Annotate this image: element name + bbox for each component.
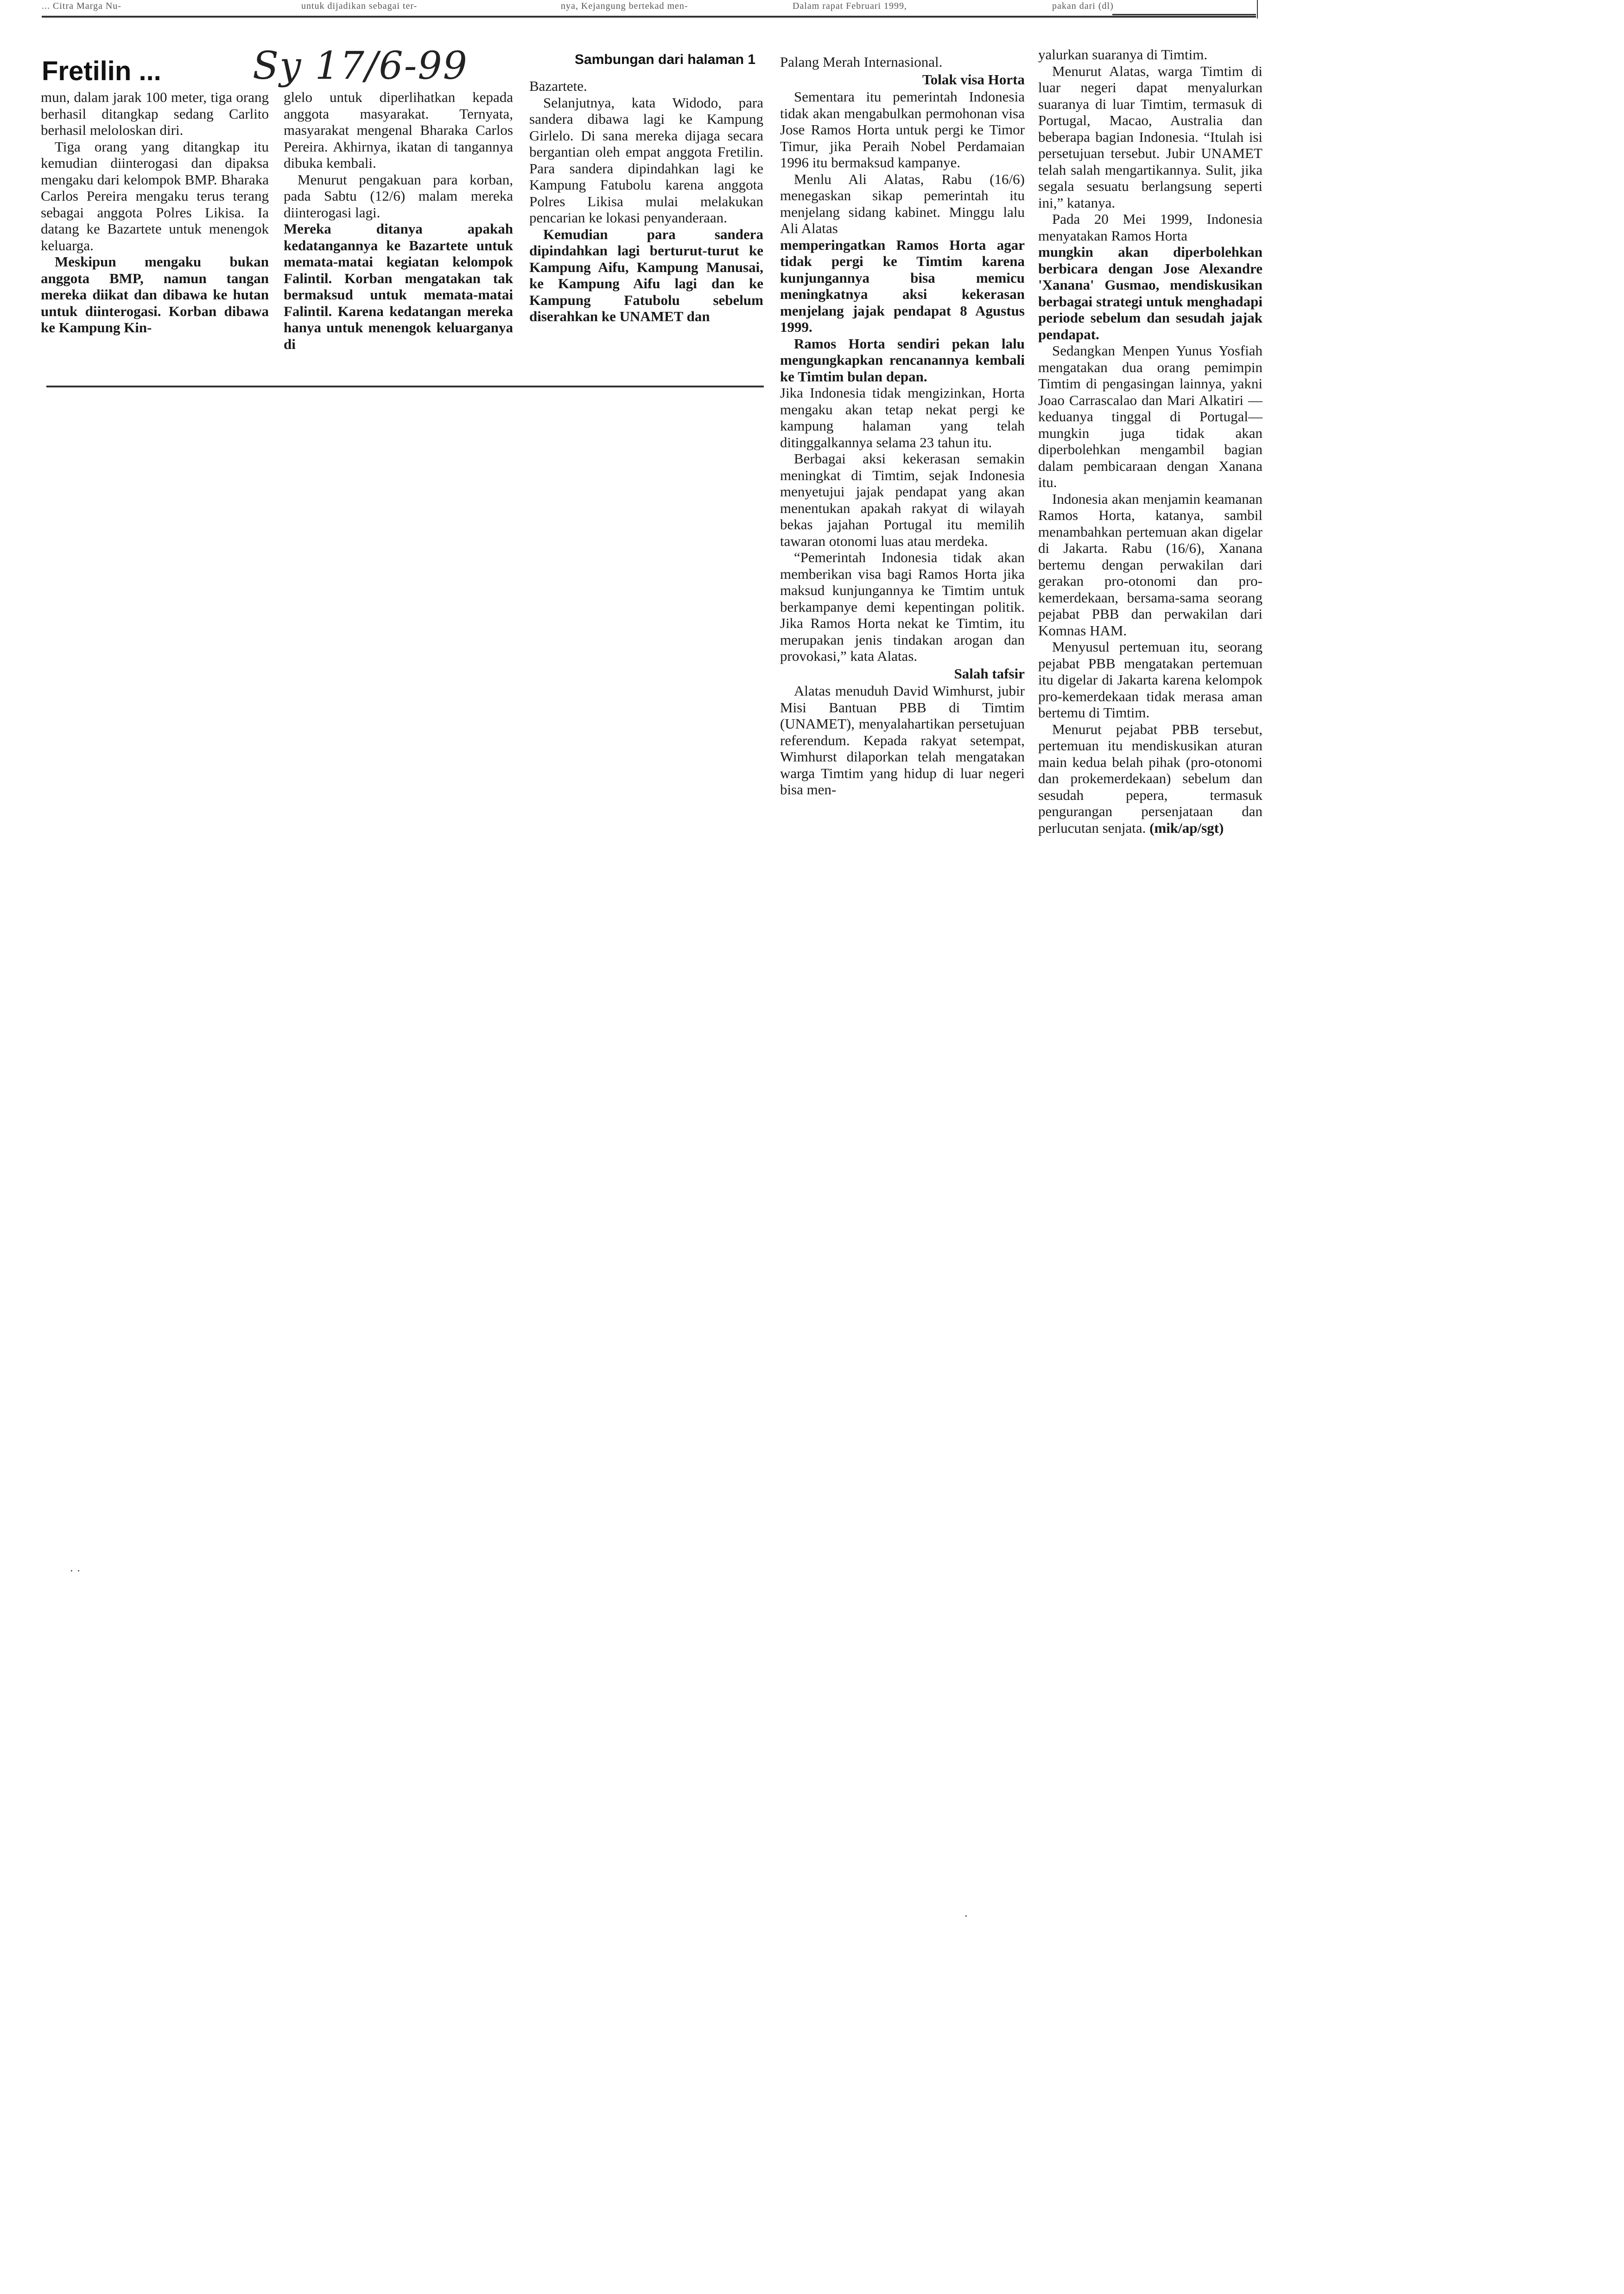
paragraph: [1038, 721, 1262, 836]
bold-text: Ramos Horta sendiri pekan lalu mengungkapkan rencanannya kembali ke Timtim bulan depan.: [780, 335, 1025, 385]
paragraph: [780, 237, 1025, 336]
bold-text: Mereka ditanya apakah kedatangannya ke Bazartete untuk memata-matai kegiatan kelompok Falintil. Korban mengatakan tak bermaksud untuk memata-matai Falintil. Karena kedatangan mereka hanya untuk menengok keluarganya di: [284, 221, 513, 352]
article-column-4: [780, 54, 1025, 798]
paragraph: [780, 336, 1025, 385]
article-column-2: [284, 89, 513, 352]
paragraph: Palang Merah Internasional.: [780, 54, 943, 70]
paragraph: Menlu Ali Alatas, Rabu (16/6) menegaskan sikap pemerintah itu menjelang sidang kabinet. Minggu lalu Ali Alatas: [780, 171, 1025, 236]
scan-speck: ·: [964, 1909, 968, 1923]
article-column-1: [41, 89, 269, 336]
paragraph: Jika Indonesia tidak mengizinkan, Horta mengaku akan tetap nekat pergi ke kampung halaman yang telah ditinggalkannya selama 23 tahun itu.: [780, 385, 1025, 450]
paragraph: Pada 20 Mei 1999, Indonesia menyatakan Ramos Horta: [1038, 211, 1262, 244]
continuation-label: Sambungan dari halaman 1: [575, 52, 756, 67]
paragraph: [41, 253, 269, 336]
paragraph: [1038, 244, 1262, 342]
top-rule: [42, 16, 1256, 18]
paragraph: yalurkan suaranya di Timtim.: [1038, 46, 1208, 63]
subheading-tolak-visa-horta: Tolak visa Horta: [922, 71, 1025, 88]
section-bottom-rule: [46, 386, 764, 387]
paragraph: Berbagai aksi kekerasan semakin meningkat di Timtim, sejak Indonesia menyetujui jajak pendapat yang akan menentukan apakah rakyat di wilayah bekas jajahan Portugal itu memilih tawaran otonomi luas atau merdeka.: [780, 450, 1025, 549]
vertical-rule: [1257, 0, 1258, 19]
top-strip-text: untuk dijadikan sebagai ter-: [301, 1, 418, 11]
paragraph: Menurut Alatas, warga Timtim di luar negeri dapat menyalurkan suaranya di luar Timtim, termasuk di Portugal, Macao, Australia dan beberapa bagian Indonesia. “Itulah isi persetujuan tersebut. Jubir UNAMET telah salah mengartikannya. Sulit, jika segala sesuatu berlangsung seperti ini,” katanya.: [1038, 63, 1262, 211]
article-column-3: [529, 78, 763, 325]
paragraph: Tiga orang yang ditangkap itu kemudian diinterogasi dan dipaksa mengaku dari kelompok BMP. Bharaka Carlos Pereira mengaku terus terang sebagai anggota Polres Likisa. Ia datang ke Bazartete untuk menengok keluarga.: [41, 138, 269, 253]
paragraph: “Pemerintah Indonesia tidak akan memberikan visa bagi Ramos Horta jika maksud kunjungannya ke Timtim untuk berkampanye demi kepentingan politik. Jika Ramos Horta nekat ke Timtim, itu merupakan jenis tindakan arogan dan provokasi,” kata Alatas.: [780, 549, 1025, 664]
paragraph: glelo untuk diperlihatkan kepada anggota masyarakat. Ternyata, masyarakat mengenal Bharaka Carlos Pereira. Akhirnya, ikatan di tangannya dibuka kembali.: [284, 89, 513, 171]
top-strip-text: Dalam rapat Februari 1999,: [793, 1, 907, 11]
top-strip-cutoff-text: [42, 0, 1256, 14]
top-strip-text: nya, Kejangung bertekad men-: [561, 1, 688, 11]
top-rule-right-extension: [1112, 14, 1256, 15]
paragraph: Indonesia akan menjamin keamanan Ramos Horta, katanya, sambil menambahkan pertemuan akan digelar di Jakarta. Rabu (16/6), Xanana bertemu dengan perwakilan dari gerakan pro-otonomi dan pro-kemerdekaan, bersama-sama seorang pejabat PBB dan perwakilan dari Komnas HAM.: [1038, 490, 1262, 639]
paragraph: Menyusul pertemuan itu, seorang pejabat PBB mengatakan pertemuan itu digelar di Jakarta karena kelompok pro-kemerdekaan tidak merasa aman bertemu di Timtim.: [1038, 639, 1262, 721]
paragraph: [529, 226, 763, 325]
paragraph: mun, dalam jarak 100 meter, tiga orang berhasil ditangkap sedang Carlito berhasil meloloskan diri.: [41, 89, 269, 138]
bold-text: memperingatkan Ramos Horta agar tidak pergi ke Timtim karena kunjungannya bisa memicu meningkatnya aksi kekerasan menjelang jajak pendapat 8 Agustus 1999.: [780, 236, 1025, 335]
bold-text: Kemudian para sandera dipindahkan lagi berturut-turut ke Kampung Aifu, Kampung Manusai, ke Kampung Aifu lagi dan ke Kampung Fatubolu sebelum diserahkan ke UNAMET dan: [529, 226, 763, 324]
paragraph: Sedangkan Menpen Yunus Yosfiah mengatakan dua orang pemimpin Timtim di pengasingan lainnya, yakni Joao Carrascalao dan Mari Alkatiri —keduanya tinggal di Portugal— mungkin juga tidak akan diperbolehkan mengambil bagian dalam pembicaraan dengan Xanana itu.: [1038, 342, 1262, 490]
subheading-salah-tafsir: Salah tafsir: [954, 665, 1025, 682]
paragraph: Alatas menuduh David Wimhurst, jubir Misi Bantuan PBB di Timtim (UNAMET), menyalahartikan persetujuan referendum. Kepada rakyat setempat, Wimhurst dilaporkan telah mengatakan warga Timtim yang hidup di luar negeri bisa men-: [780, 683, 1025, 798]
scan-speck: · ·: [70, 1564, 81, 1578]
article-headline: Fretilin ...: [42, 56, 161, 86]
article-column-5: [1038, 46, 1262, 836]
paragraph-text: Menurut pejabat PBB tersebut, pertemuan itu mendiskusikan aturan main kedua belah pihak (pro-otonomi dan prokemerdekaan) sebelum dan sesudah pepera, termasuk pengurangan persenjataan dan perlucutan senjata.: [1038, 721, 1262, 836]
handwritten-date-annotation: Sy 17/6-99: [253, 44, 468, 88]
bold-text: mungkin akan diperbolehkan berbicara dengan Jose Alexandre 'Xanana' Gusmao, mendiskusikan berbagai strategi untuk menghadapi periode sebelum dan sesudah jajak pendapat.: [1038, 244, 1262, 342]
paragraph: Menurut pengakuan para korban, pada Sabtu (12/6) malam mereka diinterogasi lagi.: [284, 171, 513, 221]
bold-text: Meskipun mengaku bukan anggota BMP, namun tangan mereka diikat dan dibawa ke hutan untuk diinterogasi. Korban dibawa ke Kampung Kin-: [41, 253, 269, 336]
author-credit: (mik/ap/sgt): [1149, 819, 1224, 836]
paragraph: Selanjutnya, kata Widodo, para sandera dibawa lagi ke Kampung Girlelo. Di sana mereka dijaga secara bergantian oleh empat anggota Fretilin. Para sandera dipindahkan lagi ke Kampung Fatubolu karena anggota Polres Likisa mulai melakukan pencarian ke lokasi penyanderaan.: [529, 94, 763, 226]
top-strip-text: pakan dari (dl): [1052, 1, 1114, 11]
top-strip-text: ... Citra Marga Nu-: [42, 1, 121, 11]
paragraph: Sementara itu pemerintah Indonesia tidak akan mengabulkan permohonan visa Jose Ramos Horta untuk pergi ke Timor Timur, jika Peraih Nobel Perdamaian 1996 itu bermaksud kampanye.: [780, 89, 1025, 171]
paragraph: [284, 221, 513, 352]
paragraph: Bazartete.: [529, 78, 587, 94]
